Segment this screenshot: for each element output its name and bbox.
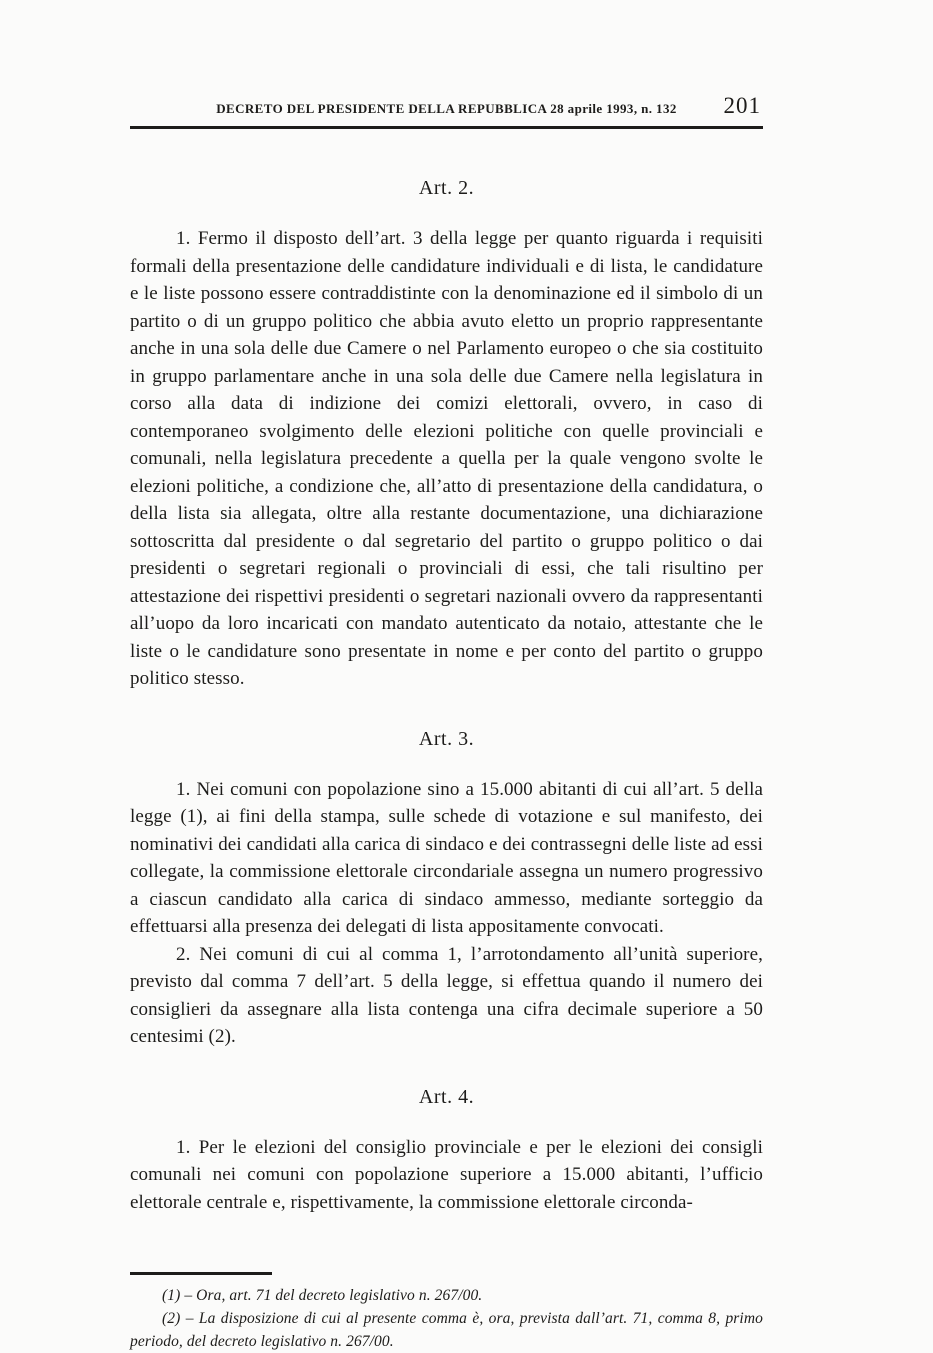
article-paragraph: 1. Per le elezioni del consiglio provinciale e per le elezioni dei consigli comunali nei comuni con popolazione superiore a 15.000 abitanti, l’ufficio elettorale centrale e, rispettivamente, la commissione elettorale circonda- — [130, 1136, 763, 1213]
article-section-2 — [130, 177, 763, 693]
document-page — [130, 0, 763, 1350]
page-number: 201 — [723, 93, 761, 118]
article-heading: Art. 2. — [418, 177, 475, 199]
footnote-separator — [130, 1272, 272, 1275]
article-heading: Art. 4. — [418, 1085, 475, 1108]
footnotes-block — [130, 1272, 763, 1353]
page-header — [130, 0, 763, 130]
header-rule — [130, 126, 763, 129]
article-section-4 — [130, 1086, 763, 1217]
article-paragraph: 1. Nei comuni con popolazione sino a 15.000 abitanti di cui all’art. 5 della legge (1), ai fini della stampa, sulle schede di votazione e sul manifesto, dei nominativi dei candidati alla carica di sindaco e dei contrassegni delle liste ad essi collegate, la commissione elettorale circondariale assegna un numero progressivo a ciascun candidato alla carica di sindaco ammesso, mediante sorteggio da effettuarsi alla presenza dei delegati di lista appositamente convocati. — [130, 778, 763, 937]
article-heading: Art. 3. — [418, 727, 475, 750]
article-section-3 — [130, 728, 763, 1051]
footnote-item: (2) – La disposizione di cui al presente comma è, ora, prevista dall’art. 71, comma 8, primo periodo, del decreto legislativo n. 267/00. — [130, 1310, 763, 1350]
article-paragraph: 2. Nei comuni di cui al comma 1, l’arrotondamento all’unità superiore, previsto dal comma 7 dell’art. 5 della legge, si effettua quando il numero dei consiglieri da assegnare alla lista contenga una cifra decimale superiore a 50 centesimi (2). — [130, 943, 763, 1047]
footnote-item: (1) – Ora, art. 71 del decreto legislativo n. 267/00. — [162, 1287, 483, 1304]
running-title: DECRETO DEL PRESIDENTE DELLA REPUBBLICA 28 aprile 1993, n. 132 — [216, 101, 677, 116]
article-paragraph: 1. Fermo il disposto dell’art. 3 della legge per quanto riguarda i requisiti formali della presentazione delle candidature individuali e di lista, le candidature e le liste possono essere contraddistinte con la denominazione ed il simbolo di un partito o di un gruppo politico che abbia avuto eletto un proprio rappresentante anche in una sola delle due Camere o nel Parlamento europeo o che sia costituito in gruppo parlamentare anche in una sola delle due Camere nella legislatura in corso alla data di indizione dei comizi elettorali, ovvero, in caso di contemporaneo svolgimento delle elezioni politiche con quelle provinciali e comunali, nella legislatura precedente a quella per la quale vengono svolte le elezioni politiche, a condizione che, all’atto di presentazione della candidatura, o della lista sia allegata, oltre alla restante documentazione, una dichiarazione sottoscritta dal presidente o dal segretario del partito o gruppo politico o dai presidenti o segretari regionali o provinciali di essi, che tali risultino per attestazione dei rispettivi presidenti o segretari nazionali ovvero da rappresentanti all’uopo da loro incaricati con mandato autenticato da notaio, attestante che le liste o le candidature sono presentate in nome e per conto del partito o gruppo politico stesso. — [130, 228, 763, 689]
